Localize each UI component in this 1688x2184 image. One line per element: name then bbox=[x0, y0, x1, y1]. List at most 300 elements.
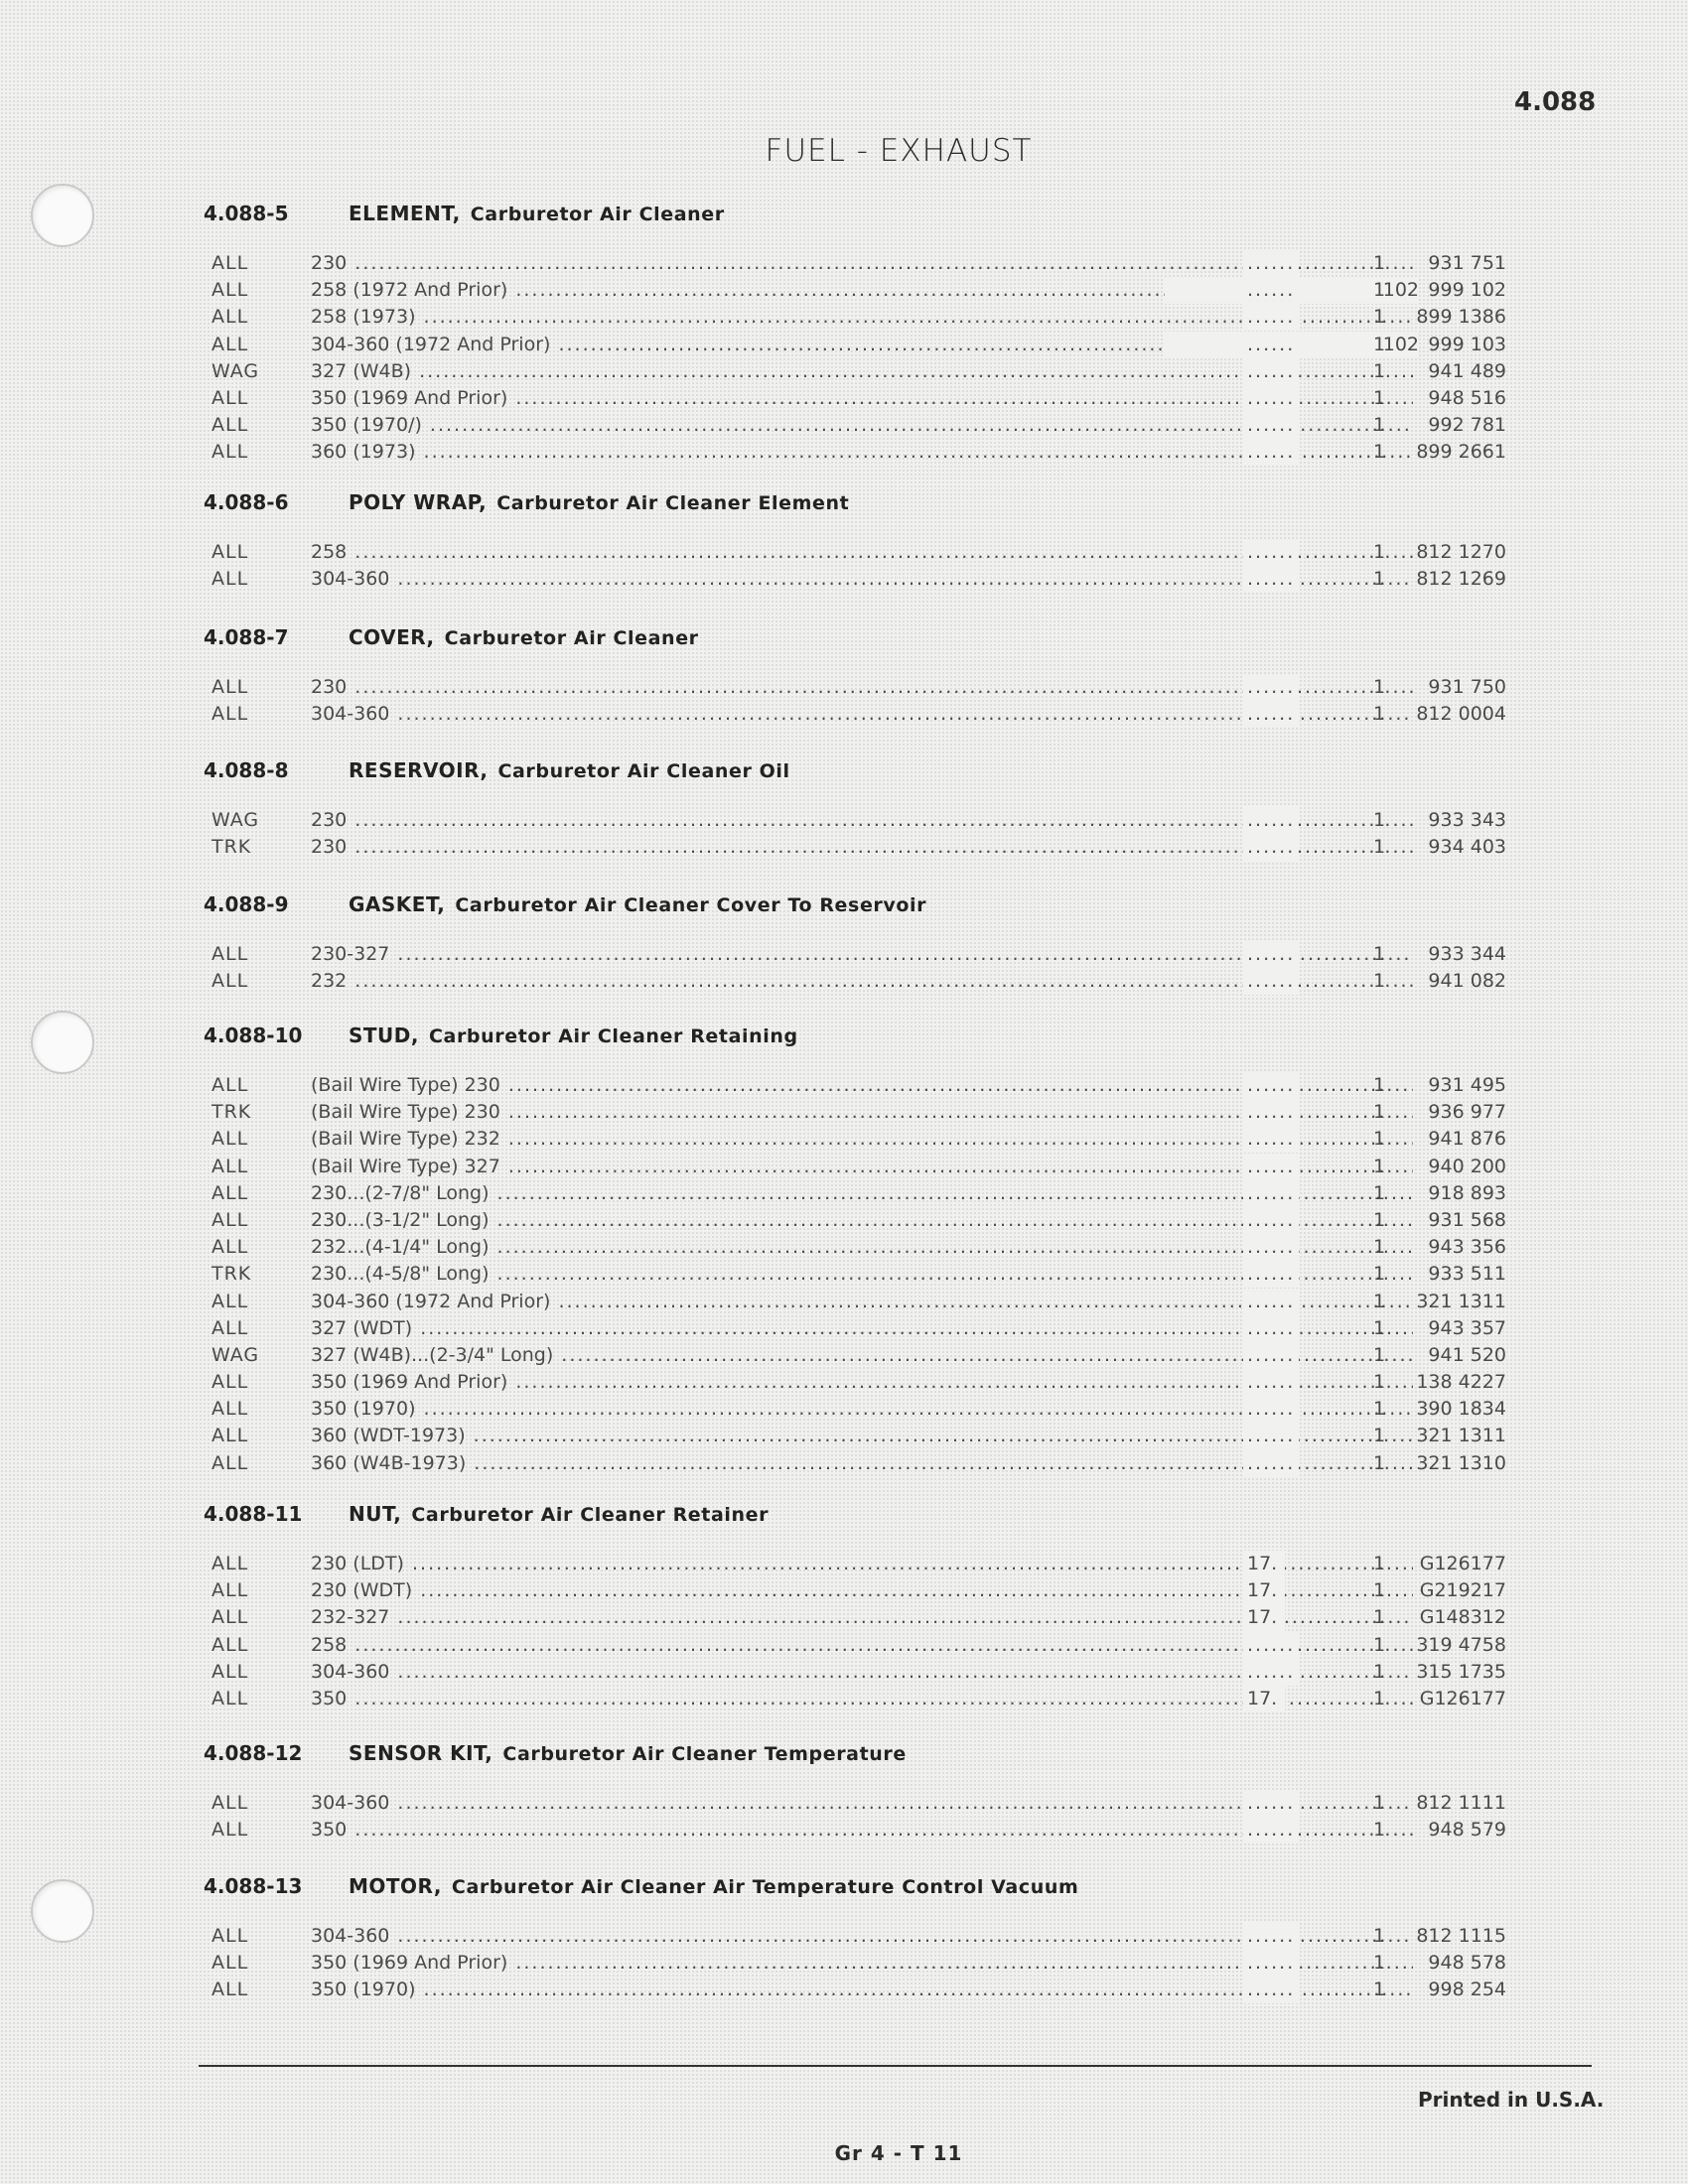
model-cell: ALL bbox=[211, 970, 249, 993]
description-cell: 350 (1969 And Prior) ..... bbox=[311, 1369, 1413, 1396]
section-description: Carburetor Air Cleaner Temperature bbox=[502, 1743, 907, 1765]
figure-ref-cell: 102 bbox=[1165, 332, 1419, 358]
model-cell: ALL bbox=[211, 1952, 249, 1975]
reference-cell: ...... bbox=[1243, 1099, 1299, 1126]
description-cell: 304-360 ..... bbox=[311, 1790, 1413, 1817]
part-number-cell: 138 4227 bbox=[1416, 1371, 1506, 1394]
section-description: Carburetor Air Cleaner Oil bbox=[497, 760, 790, 782]
part-number-cell: 931 750 bbox=[1428, 676, 1506, 698]
description-cell: 230 ..... bbox=[311, 834, 1413, 861]
model-cell: TRK bbox=[211, 1263, 252, 1286]
table-row bbox=[204, 1072, 1534, 1099]
section-name: STUD, bbox=[349, 1024, 419, 1047]
model-cell: ALL bbox=[211, 1208, 249, 1231]
part-number-cell: G126177 bbox=[1419, 1553, 1506, 1574]
model-cell: ALL bbox=[211, 1606, 249, 1629]
section-header bbox=[204, 1019, 1534, 1052]
section-code: 4.088-13 bbox=[204, 1874, 303, 1898]
table-row bbox=[204, 1126, 1534, 1153]
part-number-cell: 933 343 bbox=[1428, 809, 1506, 831]
reference-cell: ...... bbox=[1243, 1396, 1299, 1423]
table-row bbox=[204, 439, 1534, 466]
reference-cell: ...... bbox=[1243, 566, 1299, 593]
part-number-cell: 899 2661 bbox=[1416, 441, 1506, 464]
table-row bbox=[204, 277, 1534, 304]
model-cell: ALL bbox=[211, 1553, 249, 1574]
section-header bbox=[204, 753, 1534, 787]
reference-cell: ...... bbox=[1243, 250, 1299, 277]
table-row bbox=[204, 1551, 1534, 1577]
section-4-088-8 bbox=[204, 753, 1534, 861]
section-4-088-11 bbox=[204, 1497, 1534, 1712]
section-name: RESERVOIR, bbox=[349, 758, 489, 782]
quantity-cell: 1 bbox=[1373, 1128, 1386, 1151]
table-row bbox=[204, 1659, 1534, 1686]
model-cell: ALL bbox=[211, 1290, 249, 1312]
description-cell: 350 (1970) ..... bbox=[311, 1396, 1413, 1423]
description-cell: 350 (1969 And Prior) ..... bbox=[311, 1950, 1413, 1977]
table-row bbox=[204, 1289, 1534, 1315]
section-rows bbox=[204, 807, 1534, 861]
model-cell: ALL bbox=[211, 1128, 249, 1151]
quantity-cell: 1 bbox=[1373, 1398, 1386, 1421]
section-code: 4.088-12 bbox=[204, 1741, 303, 1765]
footer-rule bbox=[199, 2065, 1592, 2067]
printed-note: Printed in U.S.A. bbox=[1418, 2088, 1605, 2112]
section-header bbox=[204, 620, 1534, 654]
section-description: Carburetor Air Cleaner Retainer bbox=[411, 1504, 770, 1526]
model-cell: ALL bbox=[211, 1398, 249, 1421]
footer-page-ref: Gr 4 - T 11 bbox=[834, 2141, 963, 2165]
description-cell: (Bail Wire Type) 230 ..... bbox=[311, 1072, 1413, 1099]
description-cell: 304-360 ..... bbox=[311, 1923, 1413, 1950]
table-row bbox=[204, 1450, 1534, 1477]
model-cell: TRK bbox=[211, 1101, 252, 1124]
table-row bbox=[204, 304, 1534, 331]
quantity-cell: 1 bbox=[1373, 809, 1386, 831]
reference-cell: ...... bbox=[1243, 968, 1299, 995]
table-row bbox=[204, 1977, 1534, 2003]
section-4-088-13 bbox=[204, 1869, 1534, 2004]
reference-cell: ...... bbox=[1243, 1261, 1299, 1288]
part-number-cell: 918 893 bbox=[1428, 1181, 1506, 1204]
model-cell: ALL bbox=[211, 414, 249, 437]
description-cell: 327 (WDT) ..... bbox=[311, 1315, 1413, 1342]
quantity-cell: 1 bbox=[1373, 703, 1386, 726]
table-row bbox=[204, 358, 1534, 385]
reference-cell: ...... bbox=[1243, 1950, 1299, 1977]
quantity-cell: 1 bbox=[1373, 386, 1386, 409]
table-row bbox=[204, 1686, 1534, 1712]
description-cell: 230...(4-5/8" Long) ..... bbox=[311, 1261, 1413, 1288]
part-number-cell: 390 1834 bbox=[1416, 1398, 1506, 1421]
description-cell: 258 (1973) ..... bbox=[311, 304, 1413, 331]
section-code: 4.088-9 bbox=[204, 892, 289, 916]
table-row bbox=[204, 701, 1534, 728]
quantity-cell: 1 bbox=[1373, 1343, 1386, 1366]
table-row bbox=[204, 566, 1534, 593]
reference-cell: ...... bbox=[1243, 1234, 1299, 1261]
table-row bbox=[204, 1923, 1534, 1950]
table-row bbox=[204, 1234, 1534, 1261]
section-4-088-5 bbox=[204, 197, 1534, 467]
description-cell: 230 (WDT) ..... bbox=[311, 1577, 1413, 1604]
quantity-cell: 1 bbox=[1373, 1181, 1386, 1204]
quantity-cell: 1 bbox=[1373, 1792, 1386, 1814]
description-cell: 350 (1970) ..... bbox=[311, 1977, 1413, 2003]
reference-cell: 17. bbox=[1243, 1604, 1285, 1631]
description-cell: 232 ..... bbox=[311, 968, 1413, 995]
reference-cell: ...... bbox=[1243, 1289, 1299, 1315]
model-cell: ALL bbox=[211, 676, 249, 698]
table-row bbox=[204, 1207, 1534, 1234]
model-cell: ALL bbox=[211, 1819, 249, 1842]
model-cell: ALL bbox=[211, 306, 249, 329]
model-cell: TRK bbox=[211, 836, 252, 859]
quantity-cell: 1 bbox=[1373, 1208, 1386, 1231]
model-cell: ALL bbox=[211, 1925, 249, 1947]
model-cell: ALL bbox=[211, 1181, 249, 1204]
reference-cell: 17. bbox=[1243, 1686, 1285, 1712]
table-row bbox=[204, 412, 1534, 439]
table-row bbox=[204, 807, 1534, 834]
part-number-cell: 812 1270 bbox=[1416, 541, 1506, 563]
table-row bbox=[204, 1577, 1534, 1604]
part-number-cell: G219217 bbox=[1419, 1579, 1506, 1602]
description-cell: 360 (WDT-1973) ..... bbox=[311, 1423, 1413, 1449]
part-number-cell: 321 1310 bbox=[1416, 1451, 1506, 1474]
reference-cell: ...... bbox=[1243, 304, 1299, 331]
table-row bbox=[204, 834, 1534, 861]
table-row bbox=[204, 1261, 1534, 1288]
description-cell: 327 (W4B) ..... bbox=[311, 358, 1413, 385]
section-code: 4.088-11 bbox=[204, 1502, 303, 1526]
reference-cell: ...... bbox=[1243, 1817, 1299, 1843]
part-number-cell: 948 578 bbox=[1428, 1952, 1506, 1975]
quantity-cell: 1 bbox=[1373, 970, 1386, 993]
section-description: Carburetor Air Cleaner Element bbox=[496, 492, 850, 514]
quantity-cell: 1 bbox=[1373, 836, 1386, 859]
model-cell: ALL bbox=[211, 279, 249, 302]
section-rows bbox=[204, 674, 1534, 728]
section-code: 4.088-5 bbox=[204, 202, 289, 225]
model-cell: ALL bbox=[211, 441, 249, 464]
section-rows bbox=[204, 1072, 1534, 1477]
part-number-cell: 998 254 bbox=[1428, 1979, 1506, 2001]
reference-cell: ...... bbox=[1243, 332, 1299, 358]
section-name: SENSOR KIT, bbox=[349, 1741, 493, 1765]
quantity-cell: 1 bbox=[1373, 1236, 1386, 1259]
table-row bbox=[204, 1180, 1534, 1207]
reference-cell: ...... bbox=[1243, 358, 1299, 385]
part-number-cell: 934 403 bbox=[1428, 836, 1506, 859]
part-number-cell: 948 516 bbox=[1428, 386, 1506, 409]
description-cell: 304-360 (1972 And Prior) ..... bbox=[311, 332, 1413, 358]
description-cell: 232-327 ..... bbox=[311, 1604, 1413, 1631]
section-rows bbox=[204, 250, 1534, 467]
description-cell: 304-360 ..... bbox=[311, 566, 1413, 593]
section-code: 4.088-10 bbox=[204, 1024, 303, 1047]
section-header bbox=[204, 197, 1534, 230]
table-row bbox=[204, 250, 1534, 277]
table-row bbox=[204, 1369, 1534, 1396]
model-cell: ALL bbox=[211, 1660, 249, 1683]
section-name: MOTOR, bbox=[349, 1874, 442, 1898]
model-cell: ALL bbox=[211, 252, 249, 274]
section-name: ELEMENT, bbox=[349, 202, 461, 225]
quantity-cell: 1 bbox=[1373, 1925, 1386, 1947]
section-name: COVER, bbox=[349, 625, 435, 649]
reference-cell: ...... bbox=[1243, 1790, 1299, 1817]
description-cell: 230...(3-1/2" Long) ..... bbox=[311, 1207, 1413, 1234]
table-row bbox=[204, 1950, 1534, 1977]
section-4-088-10 bbox=[204, 1019, 1534, 1477]
section-code: 4.088-8 bbox=[204, 758, 289, 782]
table-row bbox=[204, 1423, 1534, 1449]
description-cell: 232...(4-1/4" Long) ..... bbox=[311, 1234, 1413, 1261]
reference-cell: ...... bbox=[1243, 1659, 1299, 1686]
section-header bbox=[204, 485, 1534, 519]
description-cell: 304-360 ..... bbox=[311, 1659, 1413, 1686]
part-number-cell: 315 1735 bbox=[1416, 1660, 1506, 1683]
description-cell: 350 ..... bbox=[311, 1686, 1413, 1712]
part-number-cell: 992 781 bbox=[1428, 414, 1506, 437]
part-number-cell: 319 4758 bbox=[1416, 1633, 1506, 1656]
binder-hole bbox=[31, 184, 94, 247]
reference-cell: ...... bbox=[1243, 1072, 1299, 1099]
table-row bbox=[204, 968, 1534, 995]
table-row bbox=[204, 385, 1534, 412]
model-cell: ALL bbox=[211, 1979, 249, 2001]
model-cell: ALL bbox=[211, 1792, 249, 1814]
quantity-cell: 1 bbox=[1373, 1451, 1386, 1474]
reference-cell: ...... bbox=[1243, 834, 1299, 861]
description-cell: 230 (LDT) ..... bbox=[311, 1551, 1413, 1577]
quantity-cell: 1 bbox=[1373, 359, 1386, 382]
part-number-cell: 941 082 bbox=[1428, 970, 1506, 993]
part-number-cell: 812 1111 bbox=[1416, 1792, 1506, 1814]
part-number-cell: 931 495 bbox=[1428, 1074, 1506, 1096]
section-header bbox=[204, 887, 1534, 921]
section-description: Carburetor Air Cleaner bbox=[470, 204, 725, 225]
model-cell: ALL bbox=[211, 703, 249, 726]
part-number-cell: 941 489 bbox=[1428, 359, 1506, 382]
section-4-088-9 bbox=[204, 887, 1534, 995]
reference-cell: ...... bbox=[1243, 1342, 1299, 1369]
description-cell: (Bail Wire Type) 232 ..... bbox=[311, 1126, 1413, 1153]
section-description: Carburetor Air Cleaner Cover To Reservoir bbox=[455, 894, 927, 916]
description-cell: 304-360 ..... bbox=[311, 701, 1413, 728]
reference-cell: ...... bbox=[1243, 1154, 1299, 1180]
reference-cell: ...... bbox=[1243, 1207, 1299, 1234]
reference-cell: ...... bbox=[1243, 439, 1299, 466]
table-row bbox=[204, 674, 1534, 701]
model-cell: ALL bbox=[211, 1371, 249, 1394]
description-cell: 350 (1969 And Prior) ..... bbox=[311, 385, 1413, 412]
section-description: Carburetor Air Cleaner Air Temperature Control Vacuum bbox=[451, 1876, 1079, 1898]
description-cell: 230 ..... bbox=[311, 250, 1413, 277]
reference-cell: ...... bbox=[1243, 1923, 1299, 1950]
quantity-cell: 1 bbox=[1373, 676, 1386, 698]
quantity-cell: 1 bbox=[1373, 252, 1386, 274]
quantity-cell: 1 bbox=[1373, 1316, 1386, 1339]
reference-cell: ...... bbox=[1243, 1977, 1299, 2003]
binder-hole bbox=[31, 1011, 94, 1074]
section-rows bbox=[204, 1923, 1534, 2004]
quantity-cell: 1 bbox=[1373, 1687, 1386, 1709]
part-number-cell: 999 103 bbox=[1428, 333, 1506, 355]
description-cell: 230...(2-7/8" Long) ..... bbox=[311, 1180, 1413, 1207]
model-cell: ALL bbox=[211, 1236, 249, 1259]
table-row bbox=[204, 1790, 1534, 1817]
model-cell: ALL bbox=[211, 1425, 249, 1447]
part-number-cell: 321 1311 bbox=[1416, 1425, 1506, 1447]
quantity-cell: 1 bbox=[1373, 1660, 1386, 1683]
model-cell: ALL bbox=[211, 1451, 249, 1474]
description-cell: 230 ..... bbox=[311, 674, 1413, 701]
description-cell: 360 (1973) ..... bbox=[311, 439, 1413, 466]
part-number-cell: 943 357 bbox=[1428, 1316, 1506, 1339]
reference-cell: ...... bbox=[1243, 941, 1299, 968]
quantity-cell: 1 bbox=[1373, 441, 1386, 464]
reference-cell: ...... bbox=[1243, 1315, 1299, 1342]
quantity-cell: 1 bbox=[1373, 279, 1386, 302]
table-row bbox=[204, 1604, 1534, 1631]
table-row bbox=[204, 1099, 1534, 1126]
section-code: 4.088-7 bbox=[204, 625, 289, 649]
reference-cell: ...... bbox=[1243, 1450, 1299, 1477]
reference-cell: ...... bbox=[1243, 701, 1299, 728]
table-row bbox=[204, 941, 1534, 968]
model-cell: ALL bbox=[211, 1633, 249, 1656]
part-number-cell: 943 356 bbox=[1428, 1236, 1506, 1259]
part-number-cell: 321 1311 bbox=[1416, 1290, 1506, 1312]
table-row bbox=[204, 1396, 1534, 1423]
section-4-088-12 bbox=[204, 1736, 1534, 1843]
page-heading: FUEL - EXHAUST bbox=[765, 133, 1033, 169]
quantity-cell: 1 bbox=[1373, 1579, 1386, 1602]
part-number-cell: 931 568 bbox=[1428, 1208, 1506, 1231]
part-number-cell: G148312 bbox=[1419, 1606, 1506, 1629]
model-cell: ALL bbox=[211, 1579, 249, 1602]
model-cell: ALL bbox=[211, 541, 249, 563]
quantity-cell: 1 bbox=[1373, 1952, 1386, 1975]
quantity-cell: 1 bbox=[1373, 1074, 1386, 1096]
description-cell: 258 (1972 And Prior) ..... bbox=[311, 277, 1413, 304]
part-number-cell: 940 200 bbox=[1428, 1155, 1506, 1177]
table-row bbox=[204, 539, 1534, 566]
binder-hole bbox=[31, 1879, 94, 1943]
table-row bbox=[204, 1315, 1534, 1342]
model-cell: WAG bbox=[211, 359, 260, 382]
description-cell: 258 ..... bbox=[311, 1632, 1413, 1659]
part-number-cell: 948 579 bbox=[1428, 1819, 1506, 1842]
section-name: POLY WRAP, bbox=[349, 490, 488, 514]
table-row bbox=[204, 1342, 1534, 1369]
quantity-cell: 1 bbox=[1373, 541, 1386, 563]
quantity-cell: 1 bbox=[1373, 1633, 1386, 1656]
section-name: GASKET, bbox=[349, 892, 446, 916]
section-rows bbox=[204, 941, 1534, 995]
quantity-cell: 1 bbox=[1373, 568, 1386, 591]
model-cell: ALL bbox=[211, 1155, 249, 1177]
description-cell: 360 (W4B-1973) ..... bbox=[311, 1450, 1413, 1477]
section-name: NUT, bbox=[349, 1502, 402, 1526]
quantity-cell: 1 bbox=[1373, 1155, 1386, 1177]
figure-ref-cell: 102 bbox=[1165, 277, 1419, 304]
reference-cell: ...... bbox=[1243, 539, 1299, 566]
section-rows bbox=[204, 539, 1534, 593]
section-4-088-7 bbox=[204, 620, 1534, 728]
quantity-cell: 1 bbox=[1373, 943, 1386, 965]
description-cell: (Bail Wire Type) 230 ..... bbox=[311, 1099, 1413, 1126]
reference-cell: ...... bbox=[1243, 277, 1299, 304]
part-number-cell: 931 751 bbox=[1428, 252, 1506, 274]
description-cell: 230-327 ..... bbox=[311, 941, 1413, 968]
page-number: 4.088 bbox=[1514, 87, 1597, 117]
reference-cell: ...... bbox=[1243, 674, 1299, 701]
part-number-cell: 812 1115 bbox=[1416, 1925, 1506, 1947]
part-number-cell: 899 1386 bbox=[1416, 306, 1506, 329]
section-description: Carburetor Air Cleaner Retaining bbox=[429, 1025, 798, 1047]
table-row bbox=[204, 1632, 1534, 1659]
description-cell: 230 ..... bbox=[311, 807, 1413, 834]
model-cell: ALL bbox=[211, 333, 249, 355]
table-row bbox=[204, 1817, 1534, 1843]
model-cell: WAG bbox=[211, 809, 260, 831]
reference-cell: ...... bbox=[1243, 1126, 1299, 1153]
quantity-cell: 1 bbox=[1373, 1979, 1386, 2001]
reference-cell: ...... bbox=[1243, 807, 1299, 834]
reference-cell: ...... bbox=[1243, 385, 1299, 412]
section-description: Carburetor Air Cleaner bbox=[444, 627, 699, 649]
description-cell: 258 ..... bbox=[311, 539, 1413, 566]
quantity-cell: 1 bbox=[1373, 1371, 1386, 1394]
quantity-cell: 1 bbox=[1373, 1290, 1386, 1312]
quantity-cell: 1 bbox=[1373, 1606, 1386, 1629]
reference-cell: ...... bbox=[1243, 1369, 1299, 1396]
part-number-cell: G126177 bbox=[1419, 1687, 1506, 1709]
description-cell: 304-360 (1972 And Prior) ..... bbox=[311, 1289, 1413, 1315]
reference-cell: ...... bbox=[1243, 1632, 1299, 1659]
quantity-cell: 1 bbox=[1373, 333, 1386, 355]
table-row bbox=[204, 332, 1534, 358]
section-header bbox=[204, 1869, 1534, 1903]
quantity-cell: 1 bbox=[1373, 1263, 1386, 1286]
part-number-cell: 999 102 bbox=[1428, 279, 1506, 302]
description-cell: 350 ..... bbox=[311, 1817, 1413, 1843]
part-number-cell: 933 511 bbox=[1428, 1263, 1506, 1286]
model-cell: ALL bbox=[211, 568, 249, 591]
quantity-cell: 1 bbox=[1373, 306, 1386, 329]
section-code: 4.088-6 bbox=[204, 490, 289, 514]
reference-cell: ...... bbox=[1243, 1423, 1299, 1449]
part-number-cell: 941 876 bbox=[1428, 1128, 1506, 1151]
table-row bbox=[204, 1154, 1534, 1180]
section-rows bbox=[204, 1551, 1534, 1712]
quantity-cell: 1 bbox=[1373, 1553, 1386, 1574]
section-header bbox=[204, 1736, 1534, 1770]
quantity-cell: 1 bbox=[1373, 414, 1386, 437]
model-cell: WAG bbox=[211, 1343, 260, 1366]
section-header bbox=[204, 1497, 1534, 1531]
description-cell: (Bail Wire Type) 327 ..... bbox=[311, 1154, 1413, 1180]
quantity-cell: 1 bbox=[1373, 1425, 1386, 1447]
part-number-cell: 812 1269 bbox=[1416, 568, 1506, 591]
reference-cell: ...... bbox=[1243, 1180, 1299, 1207]
part-number-cell: 812 0004 bbox=[1416, 703, 1506, 726]
model-cell: ALL bbox=[211, 1074, 249, 1096]
